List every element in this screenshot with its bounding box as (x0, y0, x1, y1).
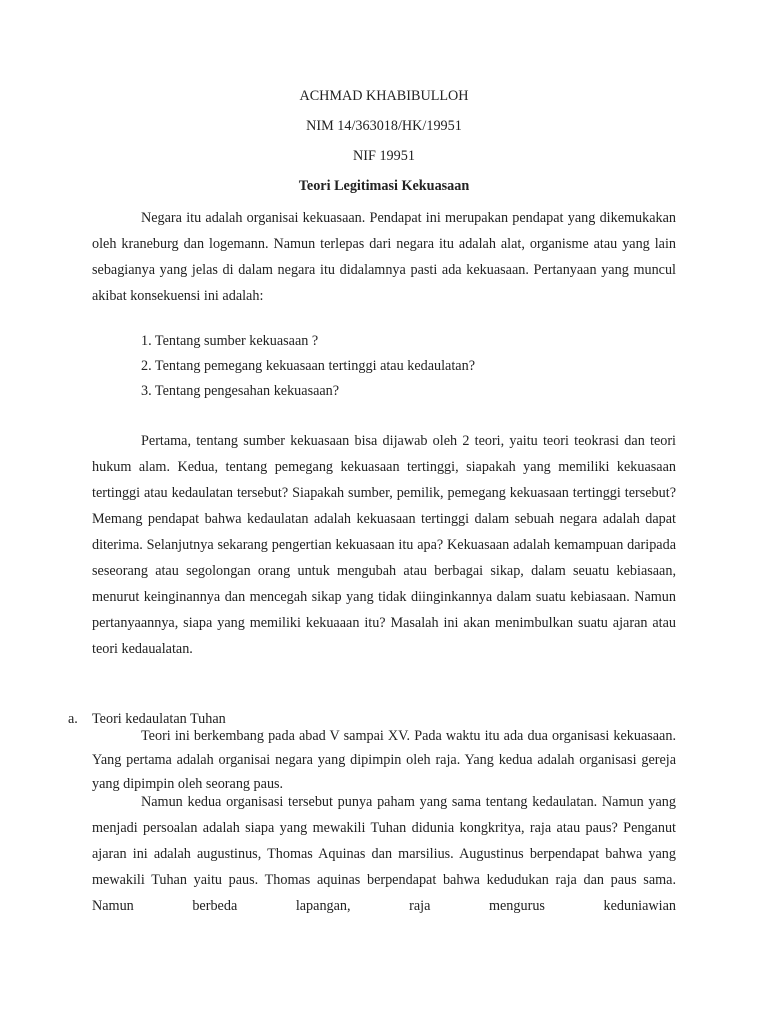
section-a-paragraph-2: Namun kedua organisasi tersebut punya paham yang sama tentang kedaulatan. Namun yang menjadi persoalan adalah siapa yang mewakili Tuhan didunia kongkritya, raja atau paus? Penganut ajaran ini adalah augustinus, Thomas Aquinas dan marsilius. Augustinus berpendapat bahwa yang mewakili Tuhan yaitu paus. Thomas aquinas berpendapat bahwa kedudukan raja dan paus sama. Namun berbeda lapangan, raja mengurus keduniawian (92, 794, 676, 914)
section-a-paragraph-1: Teori ini berkembang pada abad V sampai XV. Pada waktu itu ada dua organisasi kekuasaan. Yang pertama adalah organisai negara yang dipimpin oleh raja. Yang kedua adalah organisasi gereja yang dipimpin oleh seorang paus. (92, 728, 676, 792)
list-item: 3. Tentang pengesahan kekuasaan? (141, 383, 340, 399)
nif-number: NIF 19951 (353, 148, 415, 164)
author-name: ACHMAD KHABIBULLOH (299, 88, 469, 104)
student-id: NIM 14/363018/HK/19951 (306, 118, 462, 134)
intro-paragraph: Negara itu adalah organisai kekuasaan. Pendapat ini merupakan pendapat yang dikemukakan oleh kraneburg dan logemann. Namun terlepas dari negara itu adalah alat, organisme atau yang lain sebagianya yang jelas di dalam negara itu didalamnya pasti ada kekuasaan. Pertanyaan yang muncul akibat konsekuensi ini adalah: (92, 210, 676, 304)
first-paragraph: Pertama, tentang sumber kekuasaan bisa dijawab oleh 2 teori, yaitu teori teokrasi dan teori hukum alam. Kedua, tentang pemegang kekuasaan tertinggi, siapakah yang memiliki kekuasaan tertinggi atau kedaulatan tersebut? Siapakah sumber, pemilik, pemegang kekuasaan tertinggi tersebut? Memang pendapat bahwa kedaulatan adalah kekuasaan tertinggi dalam sebuah negara adalah dapat diterima. Selanjutnya sekarang pengertian kekuasaan itu apa? Kekuasaan adalah kemampuan daripada seseorang atau segolongan orang untuk mengubah atau berbagai sikap, dalam seuatu kebiasaan, menurut keinginannya dan mencegah sikap yang tidak diinginkannya dalam suatu kebiasaan. Namun pertanyaannya, siapa yang memiliki kekuaaan itu? Masalah ini akan menimbulkan suatu ajaran atau teori kedaualatan. (92, 433, 676, 657)
document-title: Teori Legitimasi Kekuasaan (298, 178, 470, 194)
section-a-title: Teori kedaulatan Tuhan (92, 711, 226, 727)
section-a-letter: a. (68, 711, 78, 727)
list-item: 2. Tentang pemegang kekuasaan tertinggi atau kedaulatan? (141, 358, 475, 374)
list-item: 1. Tentang sumber kekuasaan ? (141, 333, 319, 349)
